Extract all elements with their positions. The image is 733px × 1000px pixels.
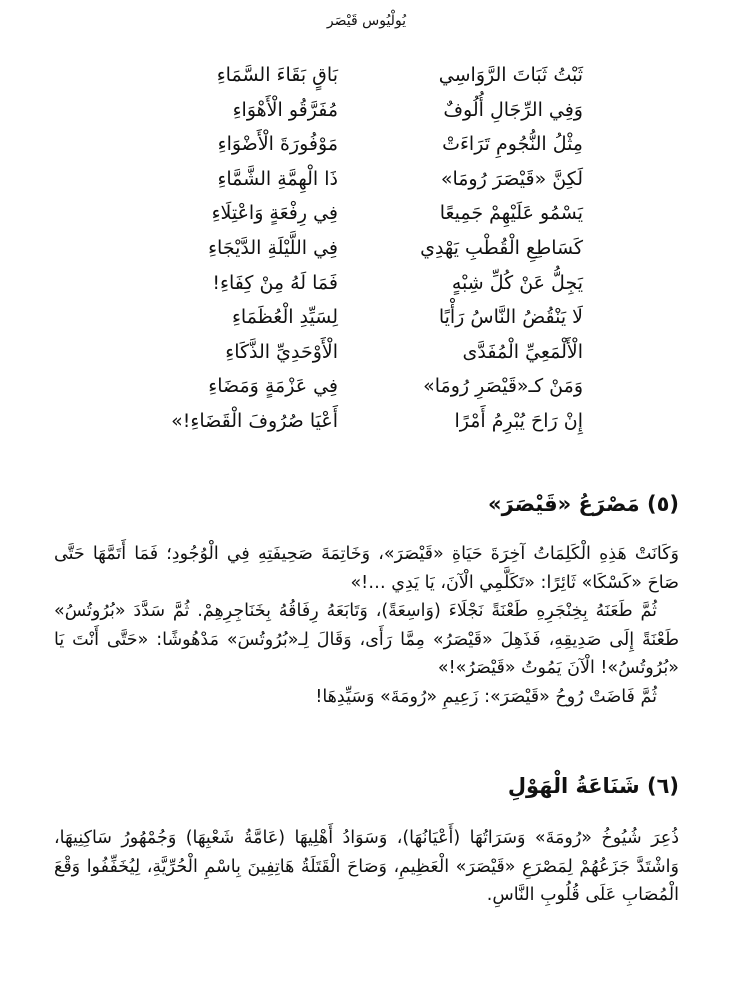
- verse-second-hemistich: فِي اللَّيْلَةِ الدَّيْجَاءِ: [208, 236, 338, 259]
- verse-first-hemistich: مِثْلُ النُّجُومِ تَرَاءَتْ: [442, 133, 583, 156]
- verse-second-hemistich: مَوْفُورَةَ الْأَضْوَاءِ: [217, 133, 338, 156]
- verse-first-hemistich: لَا يَنْقُضُ النَّاسُ رَأْيًا: [438, 306, 583, 329]
- verse-second-hemistich: فِي عَزْمَةٍ وَمَضَاءِ: [208, 375, 338, 398]
- verse: [0, 97, 733, 132]
- section-6-title: (٦) شَنَاعَةُ الْهَوْلِ: [507, 774, 679, 798]
- verse: [0, 131, 733, 166]
- paragraph: ثُمَّ طَعَنَهُ بِخِنْجَرِهِ طَعْنَةً نَجْلَاءَ (وَاسِعَةً)، وَتَابَعَهُ رِفَاقُهُ بِخَنَاجِرِهِمْ. ثُمَّ سَدَّدَ «بُرُوتُسُ» طَعْنَةً إِلَى صَدِيقِهِ، فَذَهِلَ «قَيْصَرُ» مِمَّا رَأَى، وَقَالَ لِـ«بُرُوتُسَ» مَدْهُوشًا: «حَتَّى أَنْتَ يَا «بُرُوتُسُ»! الْآنَ يَمُوتُ «قَيْصَرُ»!»: [54, 601, 679, 678]
- verse-first-hemistich: إِنْ رَاحَ يُبْرِمُ أَمْرًا: [454, 409, 583, 432]
- paragraph: ثُمَّ فَاضَتْ رُوحُ «قَيْصَرَ»: زَعِيمِ «رُومَةَ» وَسَيِّدِهَا!: [315, 686, 657, 707]
- verse: [0, 235, 733, 270]
- verse-first-hemistich: الْأَلْمَعِيِّ الْمُفَدَّى: [462, 340, 583, 363]
- verse: [0, 408, 733, 443]
- verse-first-hemistich: وَفِي الرِّجَالِ أُلُوفٌ: [443, 98, 583, 121]
- verse: [0, 339, 733, 374]
- verse: [0, 166, 733, 201]
- section-6-body: [54, 824, 679, 910]
- verse-second-hemistich: الْأَوْحَدِيِّ الذَّكَاءِ: [225, 340, 338, 363]
- verse-first-hemistich: يَجِلُّ عَنْ كُلِّ شِبْهٍ: [451, 271, 583, 294]
- section-5-body: [54, 540, 679, 711]
- verse: [0, 270, 733, 305]
- verse-second-hemistich: فَمَا لَهُ مِنْ كِفَاءِ!: [212, 271, 338, 294]
- verse-second-hemistich: مُفَرَّقُو الْأَهْوَاءِ: [232, 98, 338, 121]
- verse-second-hemistich: لِسَيِّدِ الْعُظَمَاءِ: [231, 306, 338, 329]
- verse: [0, 304, 733, 339]
- verse-first-hemistich: لَكِنَّ «قَيْصَرَ رُومَا»: [440, 167, 583, 190]
- verse: [0, 62, 733, 97]
- verse-second-hemistich: ذَا الْهِمَّةِ الشَّمَّاءِ: [217, 167, 338, 190]
- verse-second-hemistich: بَاقٍ بَقَاءَ السَّمَاءِ: [216, 64, 338, 86]
- paragraph: وَكَانَتْ هَذِهِ الْكَلِمَاتُ آخِرَةَ حَيَاةِ «قَيْصَرَ»، وَخَاتِمَةَ صَحِيفَتِهِ فِي الْوُجُودِ؛ فَمَا أَتَمَّهَا حَتَّى صَاحَ «كَسْكَا» ثَائِرًا: «تَكَلَّمِي الْآنَ، يَا يَدِي …!»: [54, 544, 679, 593]
- verse-first-hemistich: كَسَاطِعِ الْقُطْبِ يَهْدِي: [420, 236, 583, 259]
- verse: [0, 373, 733, 408]
- verse-first-hemistich: وَمَنْ كـ«قَيْصَرِ رُومَا»: [423, 375, 583, 398]
- verse-first-hemistich: يَسْمُو عَلَيْهِمْ جَمِيعًا: [439, 202, 583, 225]
- paragraph: ذُعِرَ شُيُوخُ «رُومَةَ» وَسَرَاتُهَا (أَعْيَانُهَا)، وَسَوَادُ أَهْلِيهَا (عَامَّةُ شَعْبِهَا) وَجُمْهُورُ سَاكِنِيهَا، وَاشْتَدَّ جَزَعُهُمْ لِمَصْرَعِ «قَيْصَرَ» الْعَظِيمِ، وَصَاحَ الْقَتَلَةُ هَاتِفِينَ بِاسْمِ الْحُرِّيَّةِ، لِيُخَفِّفُوا وَقْعَ الْمُصَابِ عَلَى قُلُوبِ النَّاسِ.: [54, 828, 679, 905]
- verse: [0, 200, 733, 235]
- verse-second-hemistich: أَعْيَا صُرُوفَ الْقَضَاءِ!»: [171, 409, 338, 432]
- verse-first-hemistich: ثَبْتُ ثَبَاتَ الرَّوَاسِي: [438, 64, 583, 86]
- verse-second-hemistich: فِي رِفْعَةٍ وَاعْتِلَاءِ: [211, 202, 338, 225]
- poem: [0, 62, 733, 443]
- running-head: يُولْيُوس قَيْصَر: [326, 13, 407, 29]
- section-5-title: (٥) مَصْرَعُ «قَيْصَرَ»: [488, 492, 679, 516]
